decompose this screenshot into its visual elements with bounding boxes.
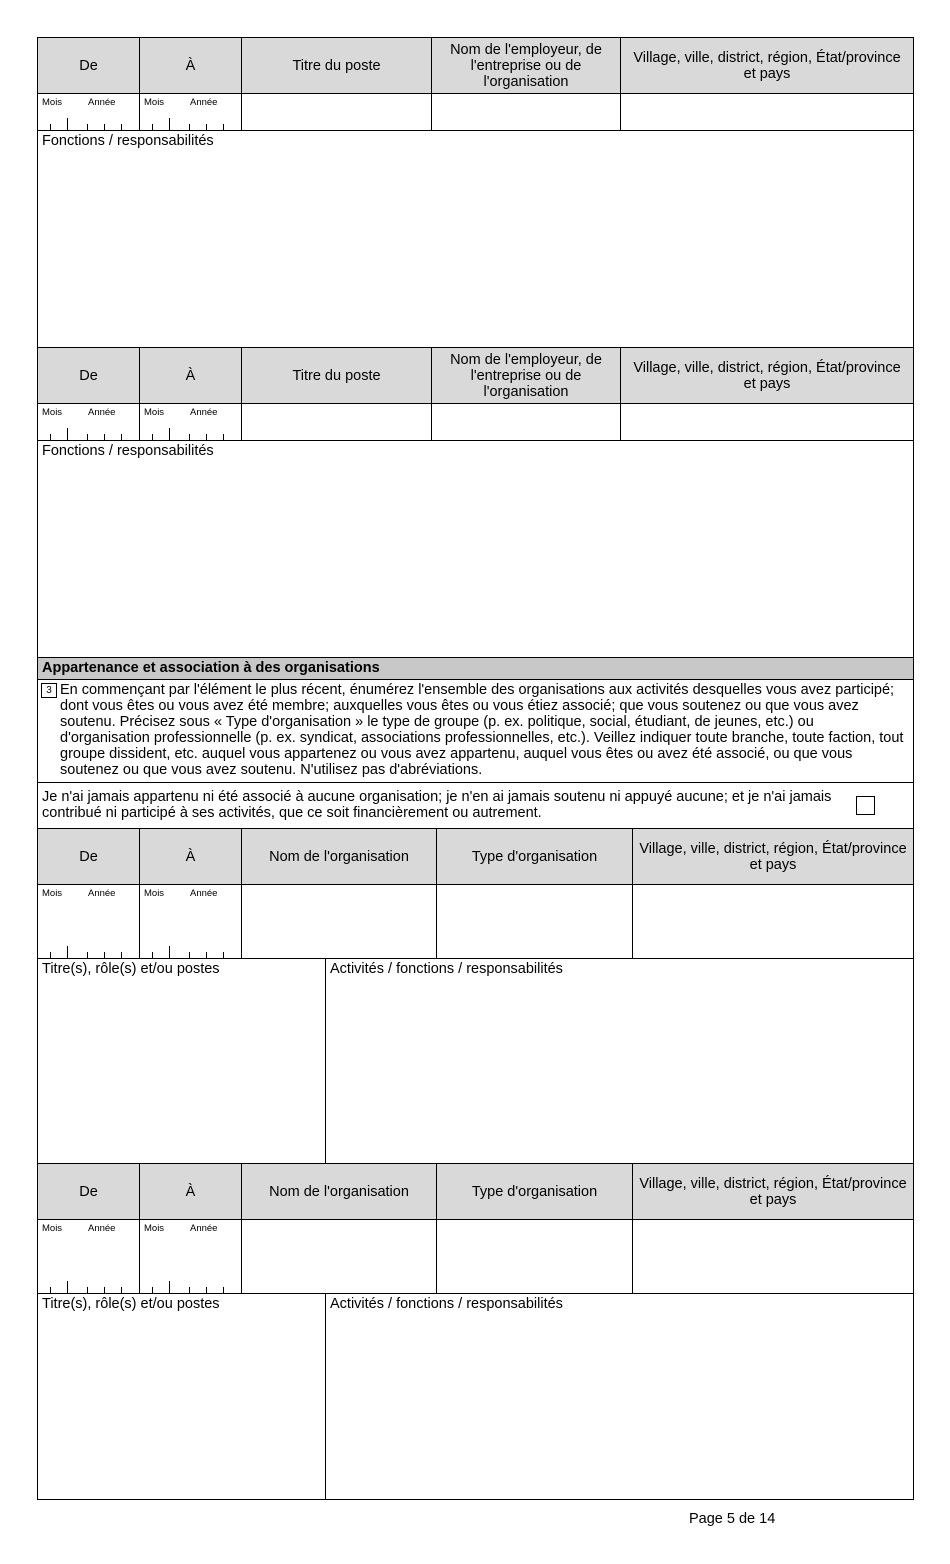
org-name-field[interactable] bbox=[242, 1220, 437, 1293]
month-label: Mois bbox=[42, 97, 63, 108]
header-job-title: Titre du poste bbox=[242, 38, 432, 93]
from-date-field[interactable] bbox=[38, 1220, 140, 1293]
employment-header-row-1 bbox=[38, 38, 913, 94]
organization-header-row-2 bbox=[38, 1164, 913, 1220]
header-location: Village, ville, district, région, État/province et pays bbox=[633, 49, 901, 82]
year-label: Année bbox=[88, 1223, 116, 1234]
month-label: Mois bbox=[144, 97, 165, 108]
duties-field-2[interactable] bbox=[38, 441, 913, 658]
organization-entry-row-1 bbox=[38, 885, 913, 959]
header-org-name: Nom de l'organisation bbox=[242, 1164, 437, 1219]
from-date-field[interactable] bbox=[38, 885, 140, 958]
organization-details-row-1 bbox=[38, 959, 913, 1164]
employment-header-row-2 bbox=[38, 348, 913, 404]
header-from: De bbox=[38, 38, 140, 93]
header-org-type: Type d'organisation bbox=[437, 1164, 633, 1219]
header-employer: Nom de l'employeur, de l'entreprise ou de l'organisation bbox=[432, 348, 621, 403]
employment-entry-row-1 bbox=[38, 94, 913, 131]
form-page bbox=[37, 37, 914, 1500]
date-ticks bbox=[152, 1281, 232, 1293]
never-member-text: Je n'ai jamais appartenu ni été associé à aucune organisation; je n'en ai jamais soutenu ni appuyé aucune; et je n'ai jamais contribué ni participé à ses activités, que ce soit financièrement ou autrement. bbox=[42, 789, 832, 821]
month-label: Mois bbox=[144, 407, 165, 418]
question-number: 3 bbox=[41, 683, 57, 698]
header-from: De bbox=[38, 1164, 140, 1219]
header-location: Village, ville, district, région, État/province et pays bbox=[639, 840, 907, 873]
question-3 bbox=[38, 680, 913, 783]
activities-label: Activités / fonctions / responsabilités bbox=[330, 961, 563, 977]
month-label: Mois bbox=[42, 1223, 63, 1234]
job-title-field[interactable] bbox=[242, 94, 432, 130]
activities-label: Activités / fonctions / responsabilités bbox=[330, 1296, 563, 1312]
location-field[interactable] bbox=[621, 94, 913, 130]
from-date-field[interactable] bbox=[38, 404, 140, 440]
duties-label: Fonctions / responsabilités bbox=[42, 443, 214, 459]
location-field[interactable] bbox=[633, 885, 913, 958]
year-label: Année bbox=[190, 407, 218, 418]
header-to: À bbox=[140, 829, 242, 884]
employer-field[interactable] bbox=[432, 94, 621, 130]
header-location: Village, ville, district, région, État/province et pays bbox=[633, 359, 901, 392]
to-date-field[interactable] bbox=[140, 94, 242, 130]
to-date-field[interactable] bbox=[140, 404, 242, 440]
activities-field[interactable] bbox=[326, 1294, 913, 1499]
from-date-field[interactable] bbox=[38, 94, 140, 130]
duties-field-1[interactable] bbox=[38, 131, 913, 348]
date-ticks bbox=[50, 118, 130, 130]
page-number: Page 5 de 14 bbox=[689, 1511, 776, 1527]
year-label: Année bbox=[88, 97, 116, 108]
year-label: Année bbox=[190, 1223, 218, 1234]
date-ticks bbox=[152, 428, 232, 440]
organization-entry-row-2 bbox=[38, 1220, 913, 1294]
month-label: Mois bbox=[42, 888, 63, 899]
header-to: À bbox=[140, 38, 242, 93]
date-ticks bbox=[50, 1281, 130, 1293]
to-date-field[interactable] bbox=[140, 1220, 242, 1293]
organization-details-row-2 bbox=[38, 1294, 913, 1499]
month-label: Mois bbox=[144, 888, 165, 899]
to-date-field[interactable] bbox=[140, 885, 242, 958]
question-text: En commençant par l'élément le plus récent, énumérez l'ensemble des organisations aux activités desquelles vous avez participé; dont vous êtes ou vous avez été membre; auxquelles vous êtes ou vous étiez associé; que vous soutenez ou que vous avez soutenu. Précisez sous « Type d'organisation » le type de groupe (p. ex. politique, social, étudiant, de jeunes, etc.) ou d'organisation professionnelle (p. ex. syndicat, associations professionnelles, etc.). Veillez indiquer toute branche, toute faction, tout groupe dissident, etc. auquel vous appartenez ou vous avez appartenu, auquel vous êtes ou avez été associé, ou que vous soutenez ou que vous avez soutenu. N'utilisez pas d'abréviations. bbox=[60, 682, 904, 778]
employment-entry-row-2 bbox=[38, 404, 913, 441]
location-field[interactable] bbox=[621, 404, 913, 440]
job-title-field[interactable] bbox=[242, 404, 432, 440]
header-from: De bbox=[38, 348, 140, 403]
header-location: Village, ville, district, région, État/province et pays bbox=[639, 1175, 907, 1208]
duties-label: Fonctions / responsabilités bbox=[42, 133, 214, 149]
month-label: Mois bbox=[42, 407, 63, 418]
year-label: Année bbox=[190, 888, 218, 899]
never-member-row bbox=[38, 783, 913, 829]
year-label: Année bbox=[190, 97, 218, 108]
header-employer: Nom de l'employeur, de l'entreprise ou de l'organisation bbox=[432, 38, 621, 93]
organization-header-row-1 bbox=[38, 829, 913, 885]
date-ticks bbox=[152, 946, 232, 958]
header-to: À bbox=[140, 348, 242, 403]
titles-label: Titre(s), rôle(s) et/ou postes bbox=[42, 961, 220, 977]
org-type-field[interactable] bbox=[437, 1220, 633, 1293]
date-ticks bbox=[50, 946, 130, 958]
titles-field[interactable] bbox=[38, 959, 326, 1163]
titles-field[interactable] bbox=[38, 1294, 326, 1499]
org-name-field[interactable] bbox=[242, 885, 437, 958]
header-to: À bbox=[140, 1164, 242, 1219]
header-org-type: Type d'organisation bbox=[437, 829, 633, 884]
year-label: Année bbox=[88, 407, 116, 418]
date-ticks bbox=[152, 118, 232, 130]
location-field[interactable] bbox=[633, 1220, 913, 1293]
org-type-field[interactable] bbox=[437, 885, 633, 958]
activities-field[interactable] bbox=[326, 959, 913, 1163]
titles-label: Titre(s), rôle(s) et/ou postes bbox=[42, 1296, 220, 1312]
date-ticks bbox=[50, 428, 130, 440]
employer-field[interactable] bbox=[432, 404, 621, 440]
header-job-title: Titre du poste bbox=[242, 348, 432, 403]
section-title: Appartenance et association à des organisations bbox=[38, 658, 913, 680]
never-member-checkbox[interactable] bbox=[856, 796, 875, 815]
month-label: Mois bbox=[144, 1223, 165, 1234]
header-org-name: Nom de l'organisation bbox=[242, 829, 437, 884]
year-label: Année bbox=[88, 888, 116, 899]
header-from: De bbox=[38, 829, 140, 884]
